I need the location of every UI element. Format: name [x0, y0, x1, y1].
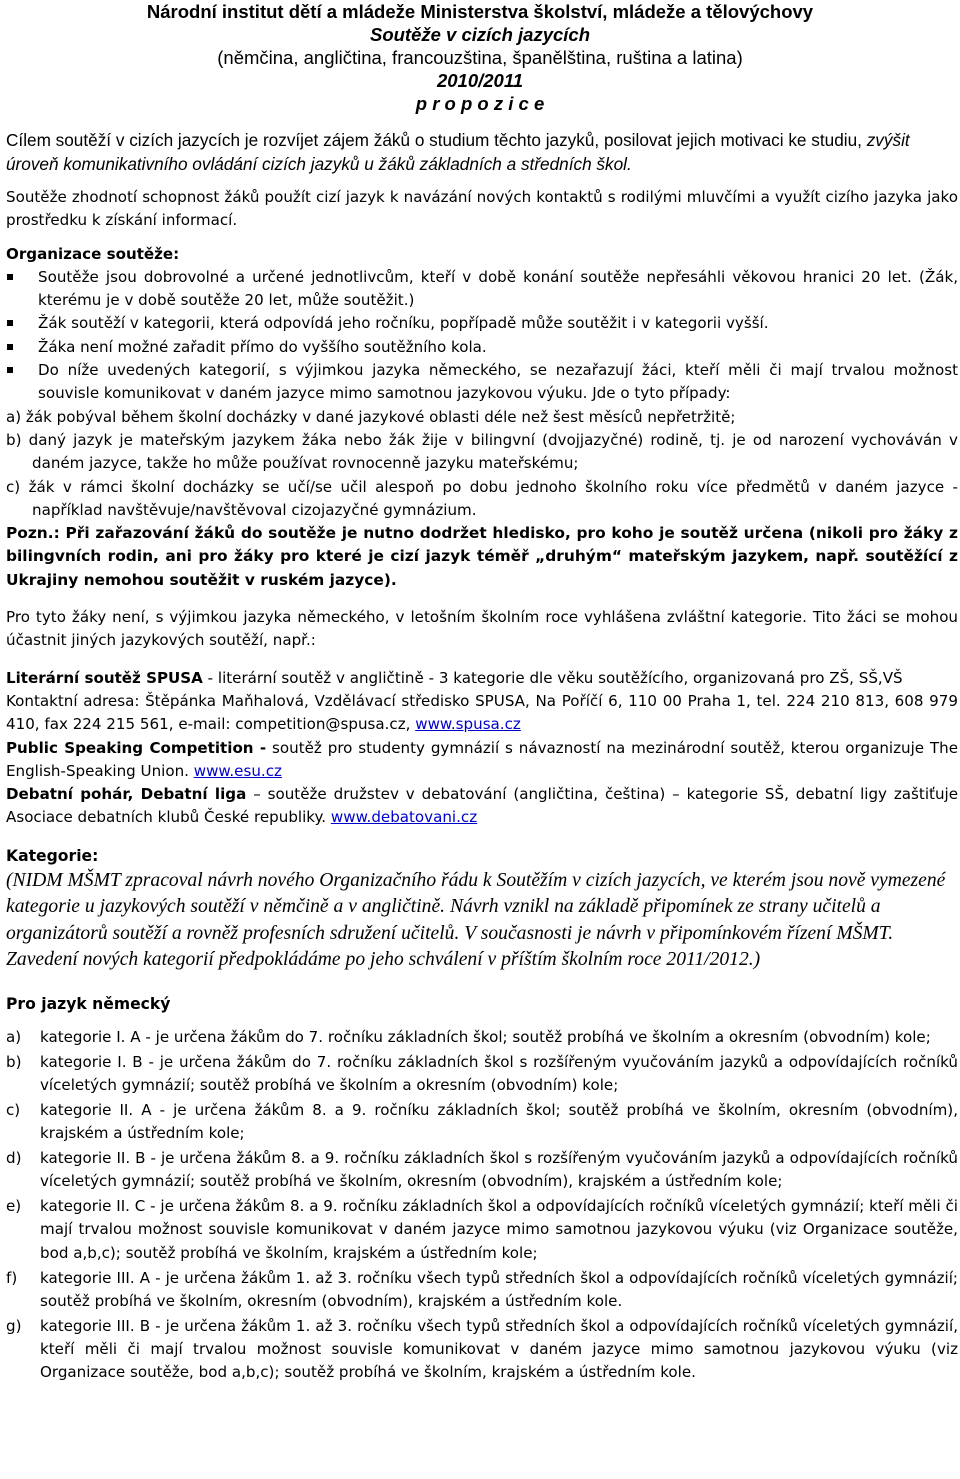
- item-text: kategorie III. A - je určena žákům 1. až 3. ročníku všech typů středních škol a odpovídajících ročníků víceletých gymnázií; soutěž probíhá ve školním, okresním (obvodním), krajském a ústředním kole.: [40, 1268, 958, 1310]
- note-quoted: „druhým“: [535, 547, 622, 566]
- item-text: kategorie I. A - je určena žákům do 7. ročníku základních škol; soutěž probíhá ve školním a okresním (obvodním) kole;: [40, 1027, 931, 1046]
- german-heading: Pro jazyk německý: [6, 994, 171, 1013]
- debate-desc: – soutěže družstev v debatování (angličtina, čeština) – kategorie SŠ, debatní ligy zaštiťuje Asociace debatních klubů České republiky.: [6, 785, 958, 827]
- header-propozice: p r o p o z i c e: [415, 93, 545, 114]
- categories-note: (NIDM MŠMT zpracoval návrh nového Organizačního řádu k Soutěžím v cizích jazycích, ve kterém jsou nově vymezené kategorie u jazykových soutěží v němčině a v angličtině. Návrh vznikl na základě připomínek ze strany učitelů a organizátorů soutěží a rovněž profesních sdružení učitelů. V současnosti je návrh v připomínkovém řízení MŠMT. Zavedení nových kategorií předpokládáme po jeho schválení v příštím školním roce 2011/2012.): [6, 869, 946, 971]
- list-item: [6, 1051, 958, 1097]
- item-label: f): [6, 1268, 18, 1287]
- esu-link[interactable]: www.esu.cz: [193, 761, 282, 780]
- debate-link[interactable]: www.debatovani.cz: [330, 808, 478, 827]
- square-bullet-icon: [7, 320, 13, 326]
- list-item: [6, 1315, 958, 1384]
- list-item: [6, 336, 958, 359]
- organization-heading: Organizace soutěže:: [6, 244, 180, 263]
- item-label: c): [6, 1101, 21, 1119]
- spusa-name: Literární soutěž SPUSA: [6, 668, 203, 687]
- note-label: Pozn.: [6, 524, 54, 543]
- list-item: [6, 312, 958, 335]
- list-item: [6, 1099, 958, 1145]
- note-text-2: mateřským jazykem, např.: [621, 547, 866, 566]
- case-a: a) žák pobýval během školní docházky v dané jazykové oblasti déle než šest měsíců nepřetržitě;: [6, 407, 736, 426]
- psc-desc: soutěž pro studenty gymnázií s návazností na mezinárodní soutěž, kterou organizuje The English-Speaking Union.: [6, 738, 959, 780]
- item-text: kategorie II. A - je určena žákům 8. a 9. ročníku základních škol; soutěž probíhá ve školním, okresním (obvodním), krajském a ústředním kole;: [40, 1101, 958, 1143]
- categories-section: [6, 844, 958, 974]
- case-c: c) žák v rámci školní docházky se učí/se učil alespoň po dobu jednoho školního roku více předmětů v daném jazyce - například navštěvuje/navštěvoval cizojazyčné gymnázium.: [6, 477, 958, 519]
- special-paragraph: Pro tyto žáky není, s výjimkou jazyka německého, v letošním školním roce vyhlášena zvláštní kategorie. Tito žáci se mohou účastnit jiných jazykových soutěží, např.:: [6, 608, 958, 650]
- item-label: b): [6, 1052, 22, 1071]
- list-item: [6, 359, 958, 406]
- categories-heading: Kategorie:: [6, 846, 99, 865]
- header-year: 2010/2011: [436, 70, 524, 91]
- spusa-link[interactable]: www.spusa.cz: [415, 715, 521, 734]
- item-label: g): [6, 1316, 22, 1335]
- psc-name: Public Speaking Competition -: [6, 738, 267, 757]
- square-bullet-icon: [7, 274, 13, 280]
- item-text: kategorie III. B - je určena žákům 1. až 3. ročníku všech typů středních škol a odpovídajících ročníků víceletých gymnázií, kteří měli či mají trvalou možnost souvisle komunikovat v daném jazyce mimo samotnou jazykovou výuku (viz Organizace soutěže, bod a,b,c); soutěž probíhá ve školním, krajském a ústředním kole.: [40, 1316, 958, 1382]
- spusa-desc: - literární soutěž v angličtině - 3 kategorie dle věku soutěžícího, organizovaná pro ZŠ, SŠ,VŠ: [202, 668, 903, 687]
- header-title: Soutěže v cizích jazycích: [369, 24, 591, 45]
- header-institution: Národní institut dětí a mládeže Ministerstva školství, mládeže a tělovýchovy: [146, 1, 814, 22]
- intro-text-2: zvýšit úroveň komunikativního ovládání cizích jazyků u žáků základních a středních škol.: [6, 130, 910, 174]
- item-label: a): [6, 1027, 22, 1046]
- case-b: b) daný jazyk je mateřským jazykem žáka nebo žák žije v bilingvní (dvojjazyčné) rodině, tj. je od narození vychováván v daném jazyce, takže ho může používat rovnocenně jazyku mateřskému;: [6, 430, 958, 473]
- bullet-text: Do níže uvedených kategorií, s výjimkou jazyka německého, se nezařazují žáci, kteří měli či mají trvalou možnost souvisle komunikovat v daném jazyce mimo samotnou jazykovou výuku. Jde o tyto případy:: [38, 361, 958, 403]
- evaluate-paragraph: Soutěže zhodnotí schopnost žáků použít cizí jazyk k navázání nových kontaktů s rodilými mluvčími a využít cizího jazyka jako prostředku k získání informací.: [6, 188, 958, 230]
- square-bullet-icon: [7, 367, 13, 373]
- list-item: [6, 1026, 958, 1049]
- item-text: kategorie II. C - je určena žákům 8. a 9. ročníku základních škol a odpovídajících ročníků víceletých gymnázií; kteří měli či mají trvalou možnost souvisle komunikovat v daném jazyce mimo samotnou jazykovou výuku (viz Organizace soutěže, bod a,b,c); soutěž probíhá ve školním, krajském a ústředním kole;: [40, 1197, 958, 1262]
- bullet-text: Soutěže jsou dobrovolné a určené jednotlivcům, kteří v době konání soutěže nepřesáhli věkovou hranici 20 let. (Žák, kterému je v době soutěže 20 let, může soutěžit.): [38, 267, 958, 310]
- list-item: [6, 1147, 958, 1193]
- intro-paragraph: [6, 129, 960, 176]
- note-text-1: : Při zařazování žáků do soutěže je nutno dodržet hledisko, pro koho je soutěž určena (nikoli pro žáky z bilingvních rodin, ani pro žáky pro které je cizí jazyk téměř: [6, 524, 958, 566]
- list-item: [6, 1267, 958, 1313]
- german-categories: [6, 1026, 958, 1384]
- psc-block: [6, 737, 958, 784]
- spusa-block: [6, 667, 958, 690]
- spusa-contact-text: Kontaktní adresa: Štěpánka Maňhalová, Vzdělávací středisko SPUSA, Na Poříčí 6, 110 00 Praha 1, tel. 224 210 813, 608 979 410, fax 224 215 561, e-mail: competition@spusa.cz,: [6, 691, 958, 734]
- organization-section: [6, 243, 958, 523]
- debate-block: [6, 783, 958, 830]
- intro-text-1: Cílem soutěží v cizích jazycích je rozvíjet zájem žáků o studium těchto jazyků, posilovat jejich motivaci ke studiu,: [6, 130, 867, 150]
- square-bullet-icon: [7, 344, 13, 350]
- bullet-text: Žák soutěží v kategorii, která odpovídá jeho ročníku, popřípadě může soutěžit i v kategorii vyšší.: [38, 314, 769, 333]
- organization-bullets: [6, 266, 958, 406]
- header-languages: (němčina, angličtina, francouzština, španělština, ruština a latina): [217, 47, 743, 68]
- debate-name: Debatní pohár, Debatní liga: [6, 785, 247, 804]
- spusa-contact: [6, 690, 958, 737]
- list-item: [6, 266, 958, 313]
- list-item: [6, 1195, 958, 1264]
- item-label: e): [6, 1197, 22, 1216]
- item-text: kategorie I. B - je určena žákům do 7. ročníku základních škol s rozšířeným vyučováním jazyků a odpovídajících ročníků víceletých gymnázií; soutěž probíhá ve školním a okresním (obvodním) kole;: [40, 1052, 958, 1094]
- bullet-text: Žáka není možné zařadit přímo do vyššího soutěžního kola.: [38, 337, 487, 356]
- note-paragraph: [6, 522, 958, 592]
- item-text: kategorie II. B - je určena žákům 8. a 9. ročníku základních škol s rozšířeným vyučováním jazyků a odpovídajících ročníků víceletých gymnázií; soutěž probíhá ve školním, okresním (obvodním), krajském a ústředním kole;: [40, 1149, 958, 1191]
- note-text-3: soutěžící z Ukrajiny nemohou soutěžit v ruském jazyce).: [6, 547, 958, 589]
- item-label: d): [6, 1149, 22, 1168]
- document-header: [6, 0, 954, 115]
